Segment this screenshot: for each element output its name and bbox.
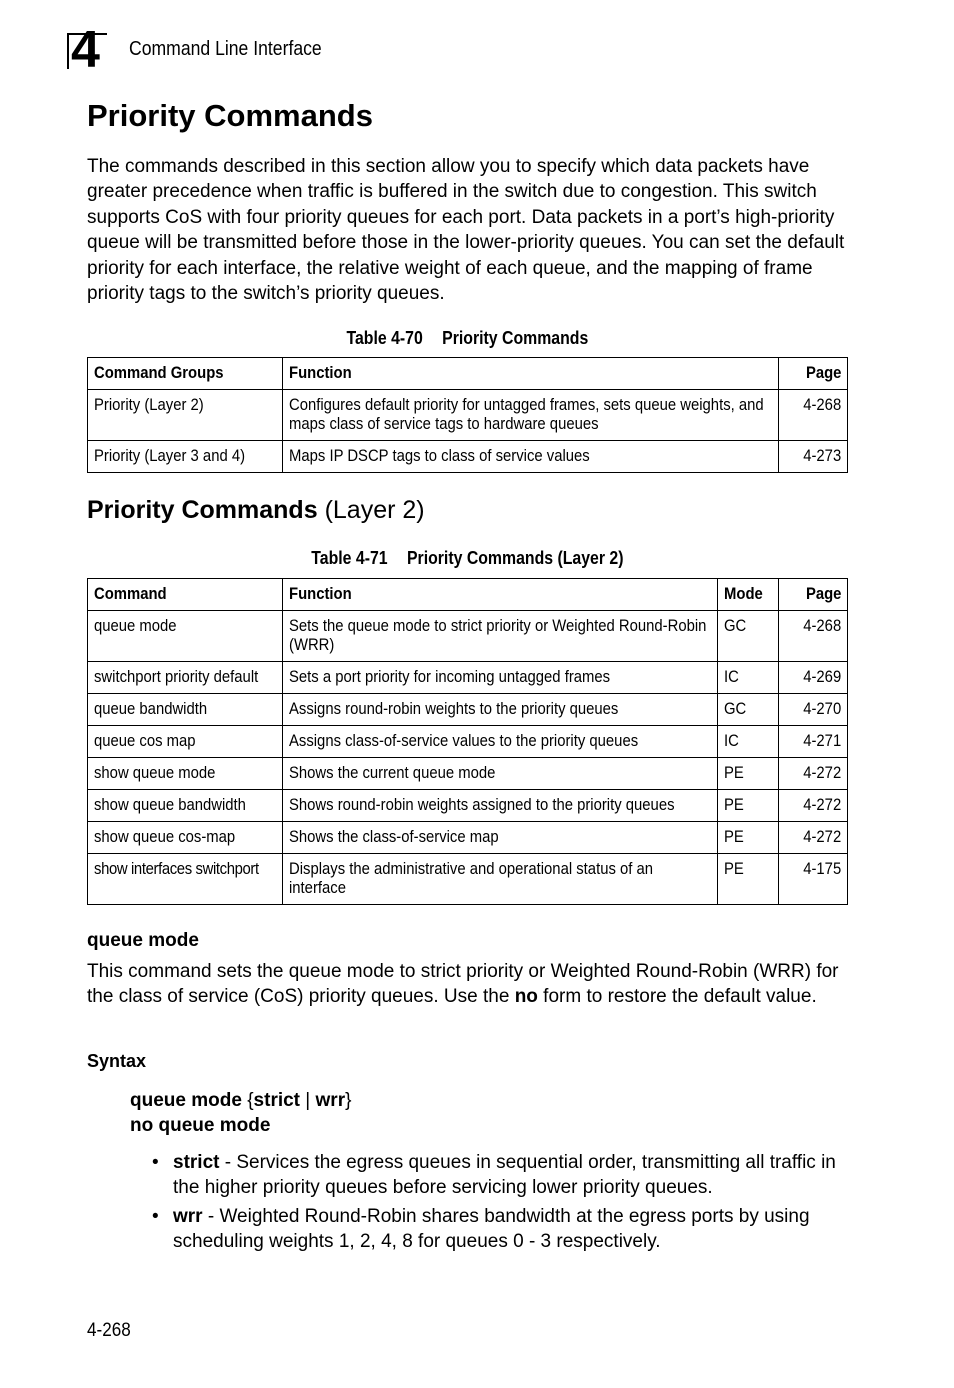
cell-mode: PE — [718, 822, 779, 854]
table-row — [88, 694, 848, 726]
cell-page: 4-272 — [779, 758, 848, 790]
command-title: queue mode — [87, 930, 199, 951]
column-header-command: Command — [88, 579, 283, 611]
cell-page: 4-175 — [779, 854, 848, 905]
table-71 — [87, 578, 848, 905]
command-description: This command sets the queue mode to strict priority or Weighted Round-Robin (WRR) for the class of service (CoS) priority queues. Use the no form to restore the default value. — [87, 961, 839, 1008]
cell-function: Shows the current queue mode — [283, 758, 718, 790]
cell-mode: PE — [718, 758, 779, 790]
table-row — [88, 662, 848, 694]
cell-mode: PE — [718, 854, 779, 905]
list-item — [130, 1150, 860, 1201]
table-row — [88, 854, 848, 905]
table-row — [88, 822, 848, 854]
parameter-list — [130, 1150, 860, 1258]
table-70-caption-title: Priority Commands — [441, 328, 588, 348]
cell-function: Sets the queue mode to strict priority or Weighted Round-Robin (WRR) — [283, 611, 718, 662]
cell-command: queue cos map — [88, 726, 283, 758]
column-header-function: Function — [283, 579, 718, 611]
column-header-mode: Mode — [718, 579, 779, 611]
table-header-row — [88, 579, 848, 611]
running-head: Command Line Interface — [129, 38, 322, 60]
table-header-row — [88, 358, 848, 390]
param-term: strict — [173, 1152, 220, 1173]
column-header-function: Function — [283, 358, 779, 390]
cell-mode: IC — [718, 662, 779, 694]
subsection-title-bold: Priority Commands — [87, 496, 318, 524]
param-term: wrr — [173, 1205, 203, 1227]
cell-page: 4-272 — [779, 790, 848, 822]
cell-function: Assigns class-of-service values to the priority queues — [283, 726, 718, 758]
syntax-block — [130, 1088, 351, 1138]
table-row — [88, 790, 848, 822]
cell-function: Shows round-robin weights assigned to the priority queues — [283, 790, 718, 822]
table-row — [88, 390, 848, 441]
cell-command: show queue bandwidth — [88, 790, 283, 822]
syntax-heading: Syntax — [87, 1051, 147, 1071]
list-item — [130, 1204, 860, 1255]
page-number: 4-268 — [87, 1320, 131, 1341]
bullet-glyph: • — [152, 1205, 159, 1227]
syntax-line-1: queue mode {strict | wrr} — [130, 1090, 352, 1111]
page-title: Priority Commands — [87, 98, 373, 133]
table-71-caption-label: Table 4-71 — [310, 548, 388, 568]
table-row — [88, 758, 848, 790]
column-header-page: Page — [779, 579, 848, 611]
cell-function: Maps IP DSCP tags to class of service values — [283, 441, 779, 473]
no-keyword: no — [514, 986, 538, 1008]
cell-function: Shows the class-of-service map — [283, 822, 718, 854]
table-row — [88, 611, 848, 662]
cell-command: show queue cos-map — [88, 822, 283, 854]
param-text: - Services the egress queues in sequential order, transmitting all traffic in the higher priority queues before servicing lower priority queues. — [173, 1152, 836, 1199]
syntax-line-2: no queue mode — [130, 1115, 271, 1136]
cell-mode: PE — [718, 790, 779, 822]
cell-function: Configures default priority for untagged frames, sets queue weights, and maps class of service tags to hardware queues — [283, 390, 779, 441]
table-70 — [87, 357, 848, 473]
cell-command: queue bandwidth — [88, 694, 283, 726]
table-row — [88, 726, 848, 758]
cell-command-group: Priority (Layer 2) — [88, 390, 283, 441]
intro-paragraph: The commands described in this section allow you to specify which data packets have greater precedence when traffic is buffered in the switch due to congestion. This switch supports CoS with four priority queues for each port. Data packets in a port’s high-priority queue will be transmitted before those in the lower-priority queues. You can set the default priority for each interface, the relative weight of each queue, and the mapping of frame priority tags to the switch’s priority queues. — [87, 156, 845, 305]
param-text: - Weighted Round-Robin shares bandwidth at the egress ports by using scheduling weights 1, 2, 4, 8 for queues 0 - 3 respectively. — [173, 1205, 810, 1253]
cell-command: switchport priority default — [88, 662, 283, 694]
bullet-glyph: • — [152, 1152, 159, 1173]
cell-page: 4-268 — [779, 390, 848, 441]
column-header-command-groups: Command Groups — [88, 358, 283, 390]
cell-function: Assigns round-robin weights to the priority queues — [283, 694, 718, 726]
cell-mode: GC — [718, 694, 779, 726]
cell-page: 4-268 — [779, 611, 848, 662]
subsection-title-light: (Layer 2) — [324, 496, 425, 524]
cell-mode: IC — [718, 726, 779, 758]
cell-command: queue mode — [88, 611, 283, 662]
cell-command: show queue mode — [88, 758, 283, 790]
table-70-caption — [87, 328, 847, 349]
table-row — [88, 441, 848, 473]
cell-command-group: Priority (Layer 3 and 4) — [88, 441, 283, 473]
column-header-page: Page — [779, 358, 848, 390]
table-70-caption-label: Table 4-70 — [346, 328, 423, 348]
subsection-title — [87, 496, 425, 525]
cell-function: Sets a port priority for incoming untagged frames — [283, 662, 718, 694]
cell-page: 4-271 — [779, 726, 848, 758]
cell-mode: GC — [718, 611, 779, 662]
cell-page: 4-269 — [779, 662, 848, 694]
cell-function: Displays the administrative and operational status of an interface — [283, 854, 718, 905]
cell-page: 4-270 — [779, 694, 848, 726]
table-71-caption-title: Priority Commands (Layer 2) — [406, 548, 624, 568]
table-71-caption — [87, 548, 847, 569]
cell-page: 4-272 — [779, 822, 848, 854]
cell-command: show interfaces switchport — [88, 854, 283, 905]
cell-page: 4-273 — [779, 441, 848, 473]
chapter-number: 4 — [71, 21, 99, 79]
